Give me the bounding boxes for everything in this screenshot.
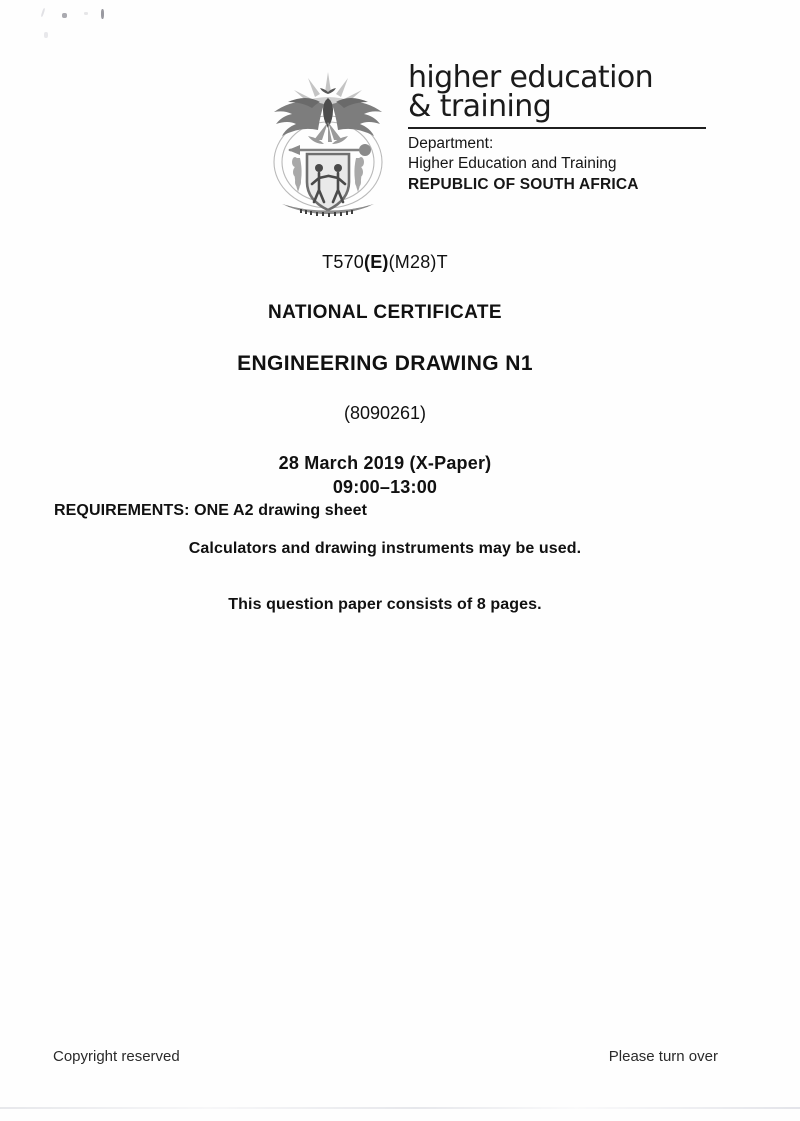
copyright-notice: Copyright reserved: [53, 1048, 180, 1065]
scan-speck: [44, 32, 48, 38]
department-logo-block: [408, 60, 718, 195]
department-name: Higher Education and Training: [408, 155, 617, 173]
department-identity: [408, 134, 718, 195]
paper-number: (8090261): [343, 403, 427, 423]
page-count-note: This question paper consists of 8 pages.: [228, 596, 542, 613]
exam-title-block: [0, 252, 770, 498]
south-african-coat-of-arms-icon: [262, 58, 394, 226]
department-label: Department:: [408, 135, 494, 152]
scan-artifact-specks: [0, 0, 160, 60]
subject-heading: ENGINEERING DRAWING N1: [237, 352, 533, 375]
document-header: [262, 58, 722, 228]
scan-speck: [41, 8, 46, 17]
turn-over-notice: Please turn over: [608, 1048, 718, 1065]
paper-code: [0, 252, 770, 273]
document-footer: [0, 1048, 800, 1072]
scan-speck: [62, 13, 67, 18]
country-name: REPUBLIC OF SOUTH AFRICA: [408, 175, 639, 193]
certificate-heading: NATIONAL CERTIFICATE: [268, 302, 502, 323]
paper-code-suffix: (M28)T: [388, 252, 448, 272]
paper-code-prefix: T570: [322, 252, 364, 272]
instruments-note: Calculators and drawing instruments may be used.: [188, 540, 582, 557]
scan-speck: [84, 12, 88, 15]
page-bottom-edge: [0, 1107, 800, 1109]
scan-speck: [101, 9, 104, 19]
paper-code-bold: (E): [364, 252, 389, 272]
exam-time: 09:00–13:00: [332, 477, 438, 497]
logo-wordmark: [408, 60, 718, 124]
exam-date: 28 March 2019 (X-Paper): [278, 453, 492, 473]
logo-wordmark-line1: higher education: [408, 60, 653, 95]
logo-wordmark-line2: & training: [408, 88, 552, 124]
requirements-line: REQUIREMENTS: ONE A2 drawing sheet: [54, 502, 368, 519]
logo-divider-rule: [408, 127, 706, 129]
